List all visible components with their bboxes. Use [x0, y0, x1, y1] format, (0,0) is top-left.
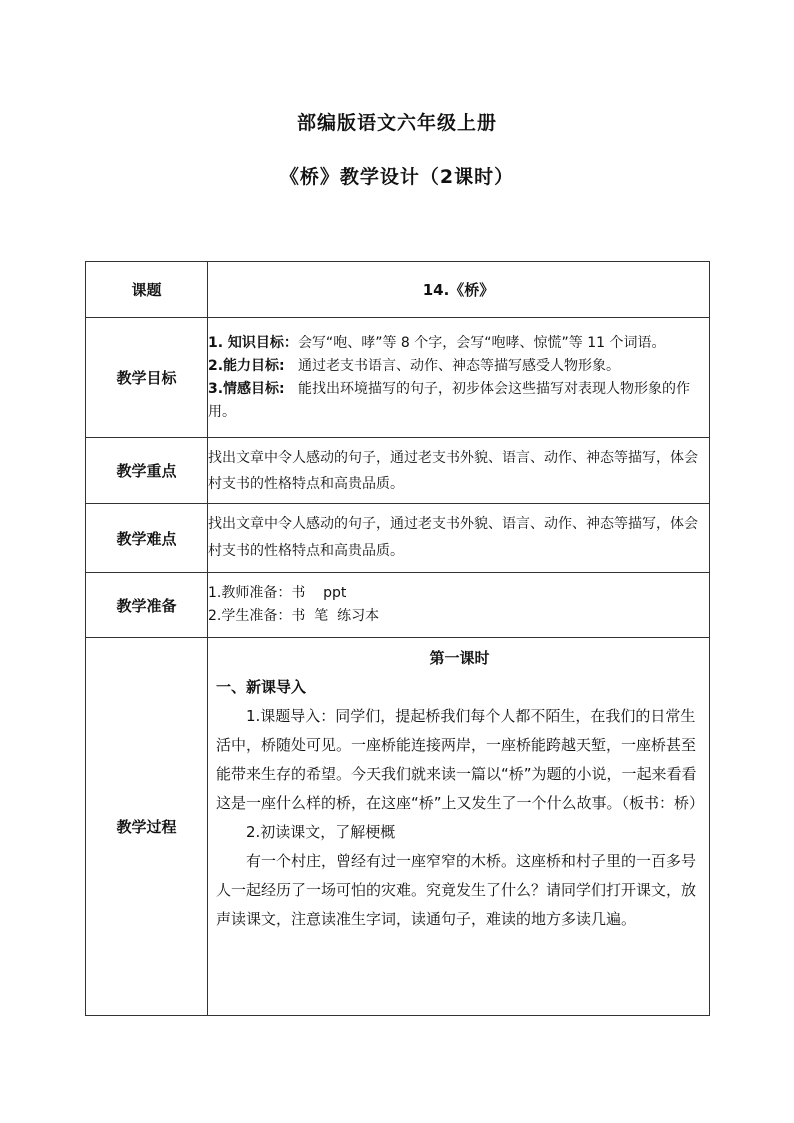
process-content	[208, 638, 710, 1016]
lesson-title: 第一课时	[429, 649, 490, 667]
topic-label: 课题	[86, 262, 208, 318]
row-topic	[86, 262, 710, 318]
goal-head: 1. 知识目标：	[208, 334, 298, 351]
row-preparation	[86, 573, 710, 638]
topic-value: 14.《桥》	[208, 262, 710, 318]
document-title: 部编版语文六年级上册	[296, 112, 497, 134]
row-goals	[86, 318, 710, 438]
difficulties-text: 找出文章中令人感动的句子，通过老支书外貌、语言、动作、神态等描写，体会村支书的性格特点和高贵品质。	[208, 504, 710, 573]
goal-text: 能找出环境描写的句子，初步体会这些描写对表现人物形象的作用。	[208, 380, 691, 420]
key-points-label: 教学重点	[86, 438, 208, 504]
preparation-line: 2.学生准备：书 笔 练习本	[208, 608, 380, 624]
goals-content	[208, 318, 710, 438]
document-subtitle: 《桥》教学设计（2课时）	[279, 166, 515, 188]
goal-text: 会写“咆、哮”等 8 个字，会写“咆哮、惊慌”等 11 个词语。	[297, 334, 666, 351]
process-label: 教学过程	[86, 638, 208, 1016]
goal-head: 2.能力目标:	[208, 357, 285, 374]
goal-text: 通过老支书语言、动作、神态等描写感受人物形象。	[298, 357, 621, 374]
process-paragraph: 2.初读课文，了解梗概	[246, 823, 396, 841]
process-paragraph: 有一个村庄，曾经有过一座窄窄的木桥。这座桥和村子里的一百多号人一起经历了一场可怕的灾难。究竟发生了什么？请同学们打开课文，放声读课文，注意读准生字词，读通句子，难读的地方多读几遍。	[216, 852, 697, 928]
process-paragraph: 1.课题导入：同学们，提起桥我们每个人都不陌生，在我们的日常生活中，桥随处可见。一座桥能连接两岸，一座桥能跨越天堑，一座桥甚至能带来生存的希望。今天我们就来读一篇以“桥”为题的小说，一起来看看这是一座什么样的桥，在这座“桥”上又发生了一个什么故事。（板书：桥）	[216, 707, 705, 812]
preparation-label: 教学准备	[86, 573, 208, 638]
goal-item	[208, 332, 709, 355]
row-process	[86, 638, 710, 1016]
key-points-text: 找出文章中令人感动的句子，通过老支书外貌、语言、动作、神态等描写，体会村支书的性格特点和高贵品质。	[208, 438, 710, 504]
row-key-points	[86, 438, 710, 504]
preparation-content	[208, 573, 710, 638]
row-difficulties	[86, 504, 710, 573]
goal-head: 3.情感目标:	[208, 380, 285, 397]
goal-item	[208, 355, 709, 378]
difficulties-label: 教学难点	[86, 504, 208, 573]
preparation-line: 1.教师准备：书 ppt	[208, 585, 347, 601]
section-title: 一、新课导入	[216, 678, 307, 696]
lesson-plan-table	[85, 261, 710, 1016]
goals-label: 教学目标	[86, 318, 208, 438]
goal-item	[208, 378, 709, 424]
